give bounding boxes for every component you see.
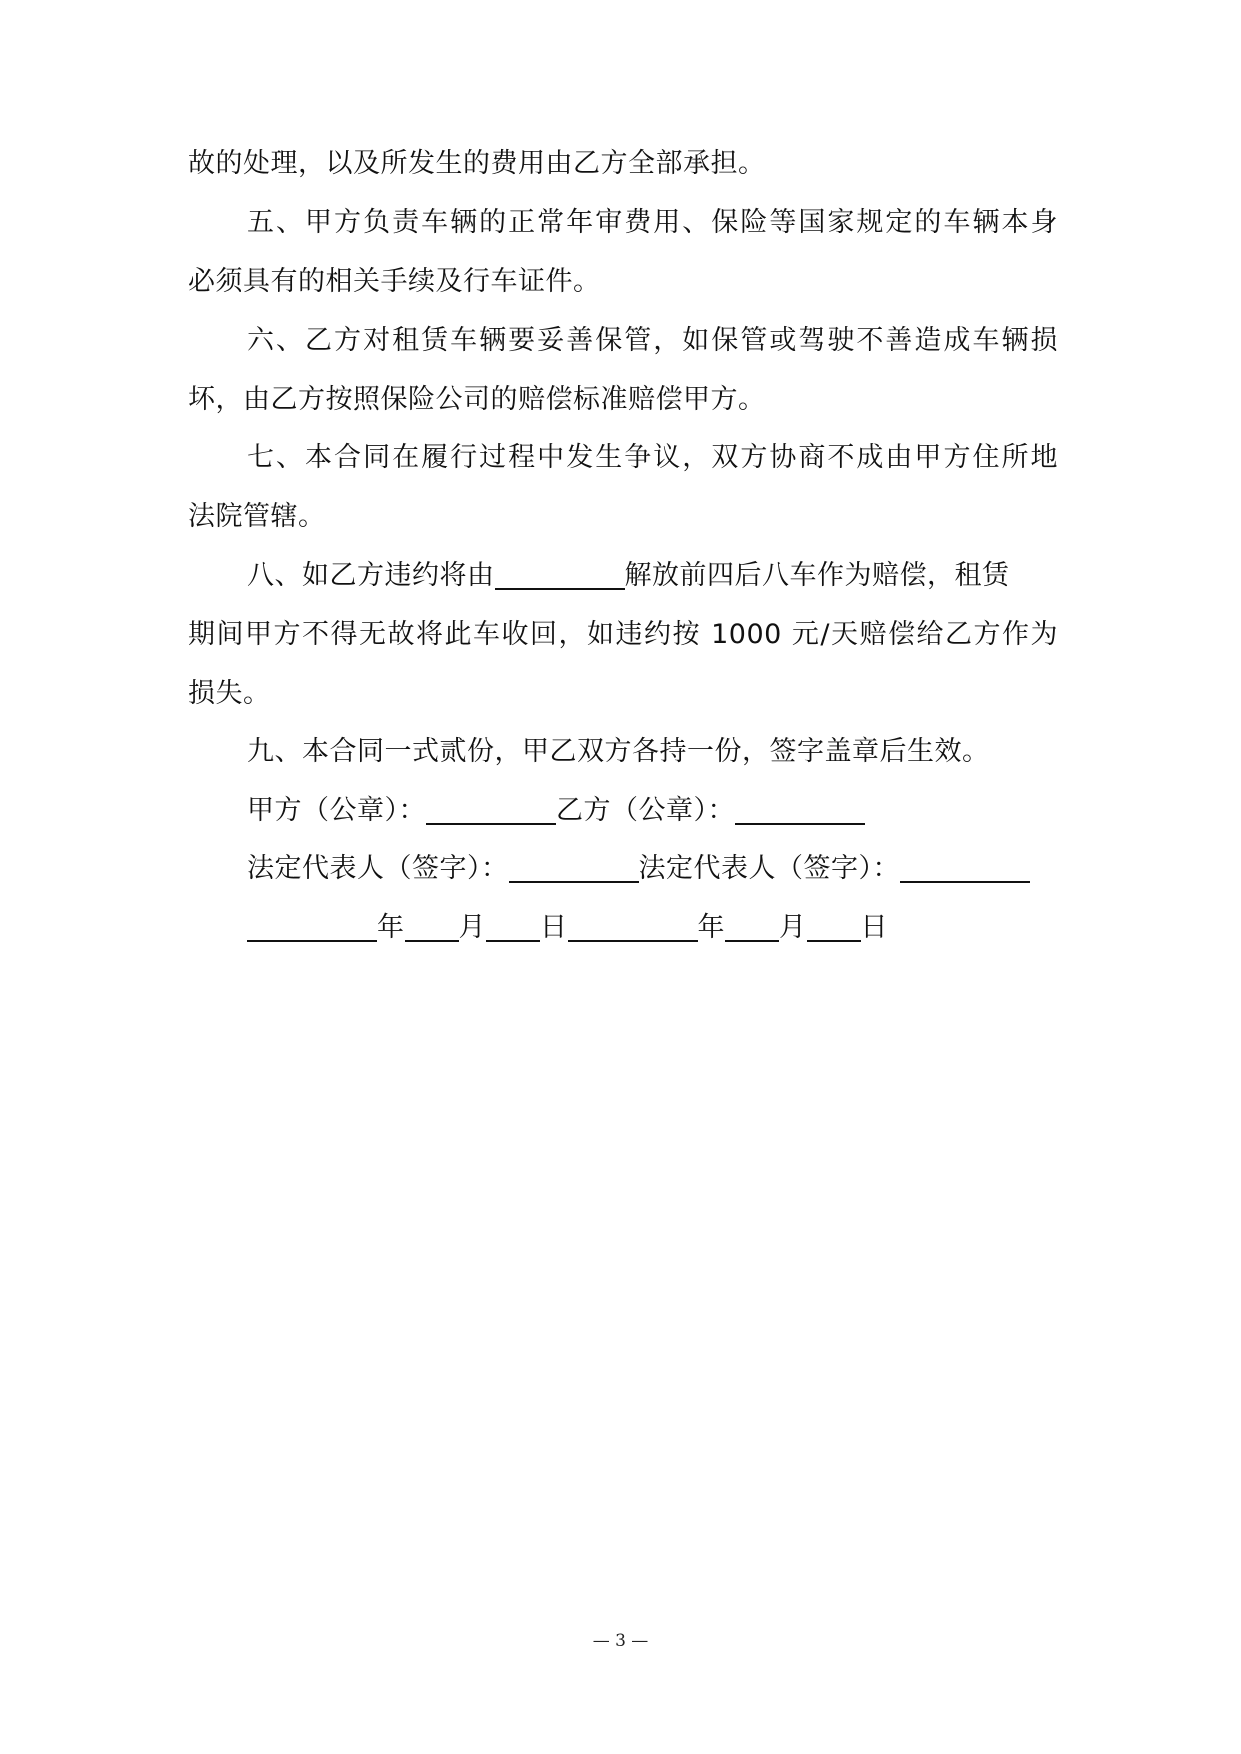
blank-compensation-party	[495, 558, 625, 590]
blank-day-a	[486, 910, 540, 942]
page-number: — 3 —	[592, 1631, 649, 1651]
clause-6-line-2: 坏，由乙方按照保险公司的赔偿标准赔偿甲方。	[188, 384, 766, 415]
clause-4-continuation: 故的处理，以及所发生的费用由乙方全部承担。	[188, 148, 766, 179]
day-label-a: 日	[540, 912, 568, 943]
clause-5-line-2: 必须具有的相关手续及行车证件。	[188, 266, 601, 297]
month-label-b: 月	[779, 912, 807, 943]
clause-8-text-end: 解放前四后八车作为赔偿，租赁	[624, 560, 1010, 591]
party-a-seal-label: 甲方（公章）：	[247, 795, 426, 826]
date-line	[247, 906, 1058, 950]
clause-8-line-1	[247, 554, 1058, 598]
clause-8-text-start: 八、如乙方违约将由	[247, 560, 495, 591]
clause-7-line-2: 法院管辖。	[188, 501, 326, 532]
clause-9: 九、本合同一式贰份，甲乙双方各持一份，签字盖章后生效。	[247, 736, 990, 767]
blank-year-b	[568, 910, 698, 942]
clause-6-line-1: 六、乙方对租赁车辆要妥善保管，如保管或驾驶不善造成车辆损	[247, 325, 1058, 356]
month-label-a: 月	[458, 912, 486, 943]
blank-month-b	[725, 910, 779, 942]
blank-party-a-seal	[426, 793, 556, 825]
blank-rep-a-signature	[509, 851, 639, 883]
rep-b-label: 法定代表人（签字）：	[638, 853, 900, 884]
blank-day-b	[807, 910, 861, 942]
clause-8-line-3: 损失。	[188, 678, 271, 709]
clause-8-line-2: 期间甲方不得无故将此车收回，如违约按 1000 元/天赔偿给乙方作为	[188, 619, 1058, 650]
clause-7-line-1: 七、本合同在履行过程中发生争议，双方协商不成由甲方住所地	[247, 442, 1058, 473]
year-label-a: 年	[377, 912, 405, 943]
rep-a-label: 法定代表人（签字）：	[247, 853, 509, 884]
blank-rep-b-signature	[900, 851, 1030, 883]
seal-line	[247, 789, 1058, 833]
party-b-seal-label: 乙方（公章）：	[556, 795, 735, 826]
blank-party-b-seal	[735, 793, 865, 825]
clause-5-line-1: 五、甲方负责车辆的正常年审费用、保险等国家规定的车辆本身	[247, 207, 1058, 238]
representative-line	[247, 847, 1058, 891]
day-label-b: 日	[860, 912, 888, 943]
blank-year-a	[247, 910, 377, 942]
blank-month-a	[405, 910, 459, 942]
year-label-b: 年	[697, 912, 725, 943]
